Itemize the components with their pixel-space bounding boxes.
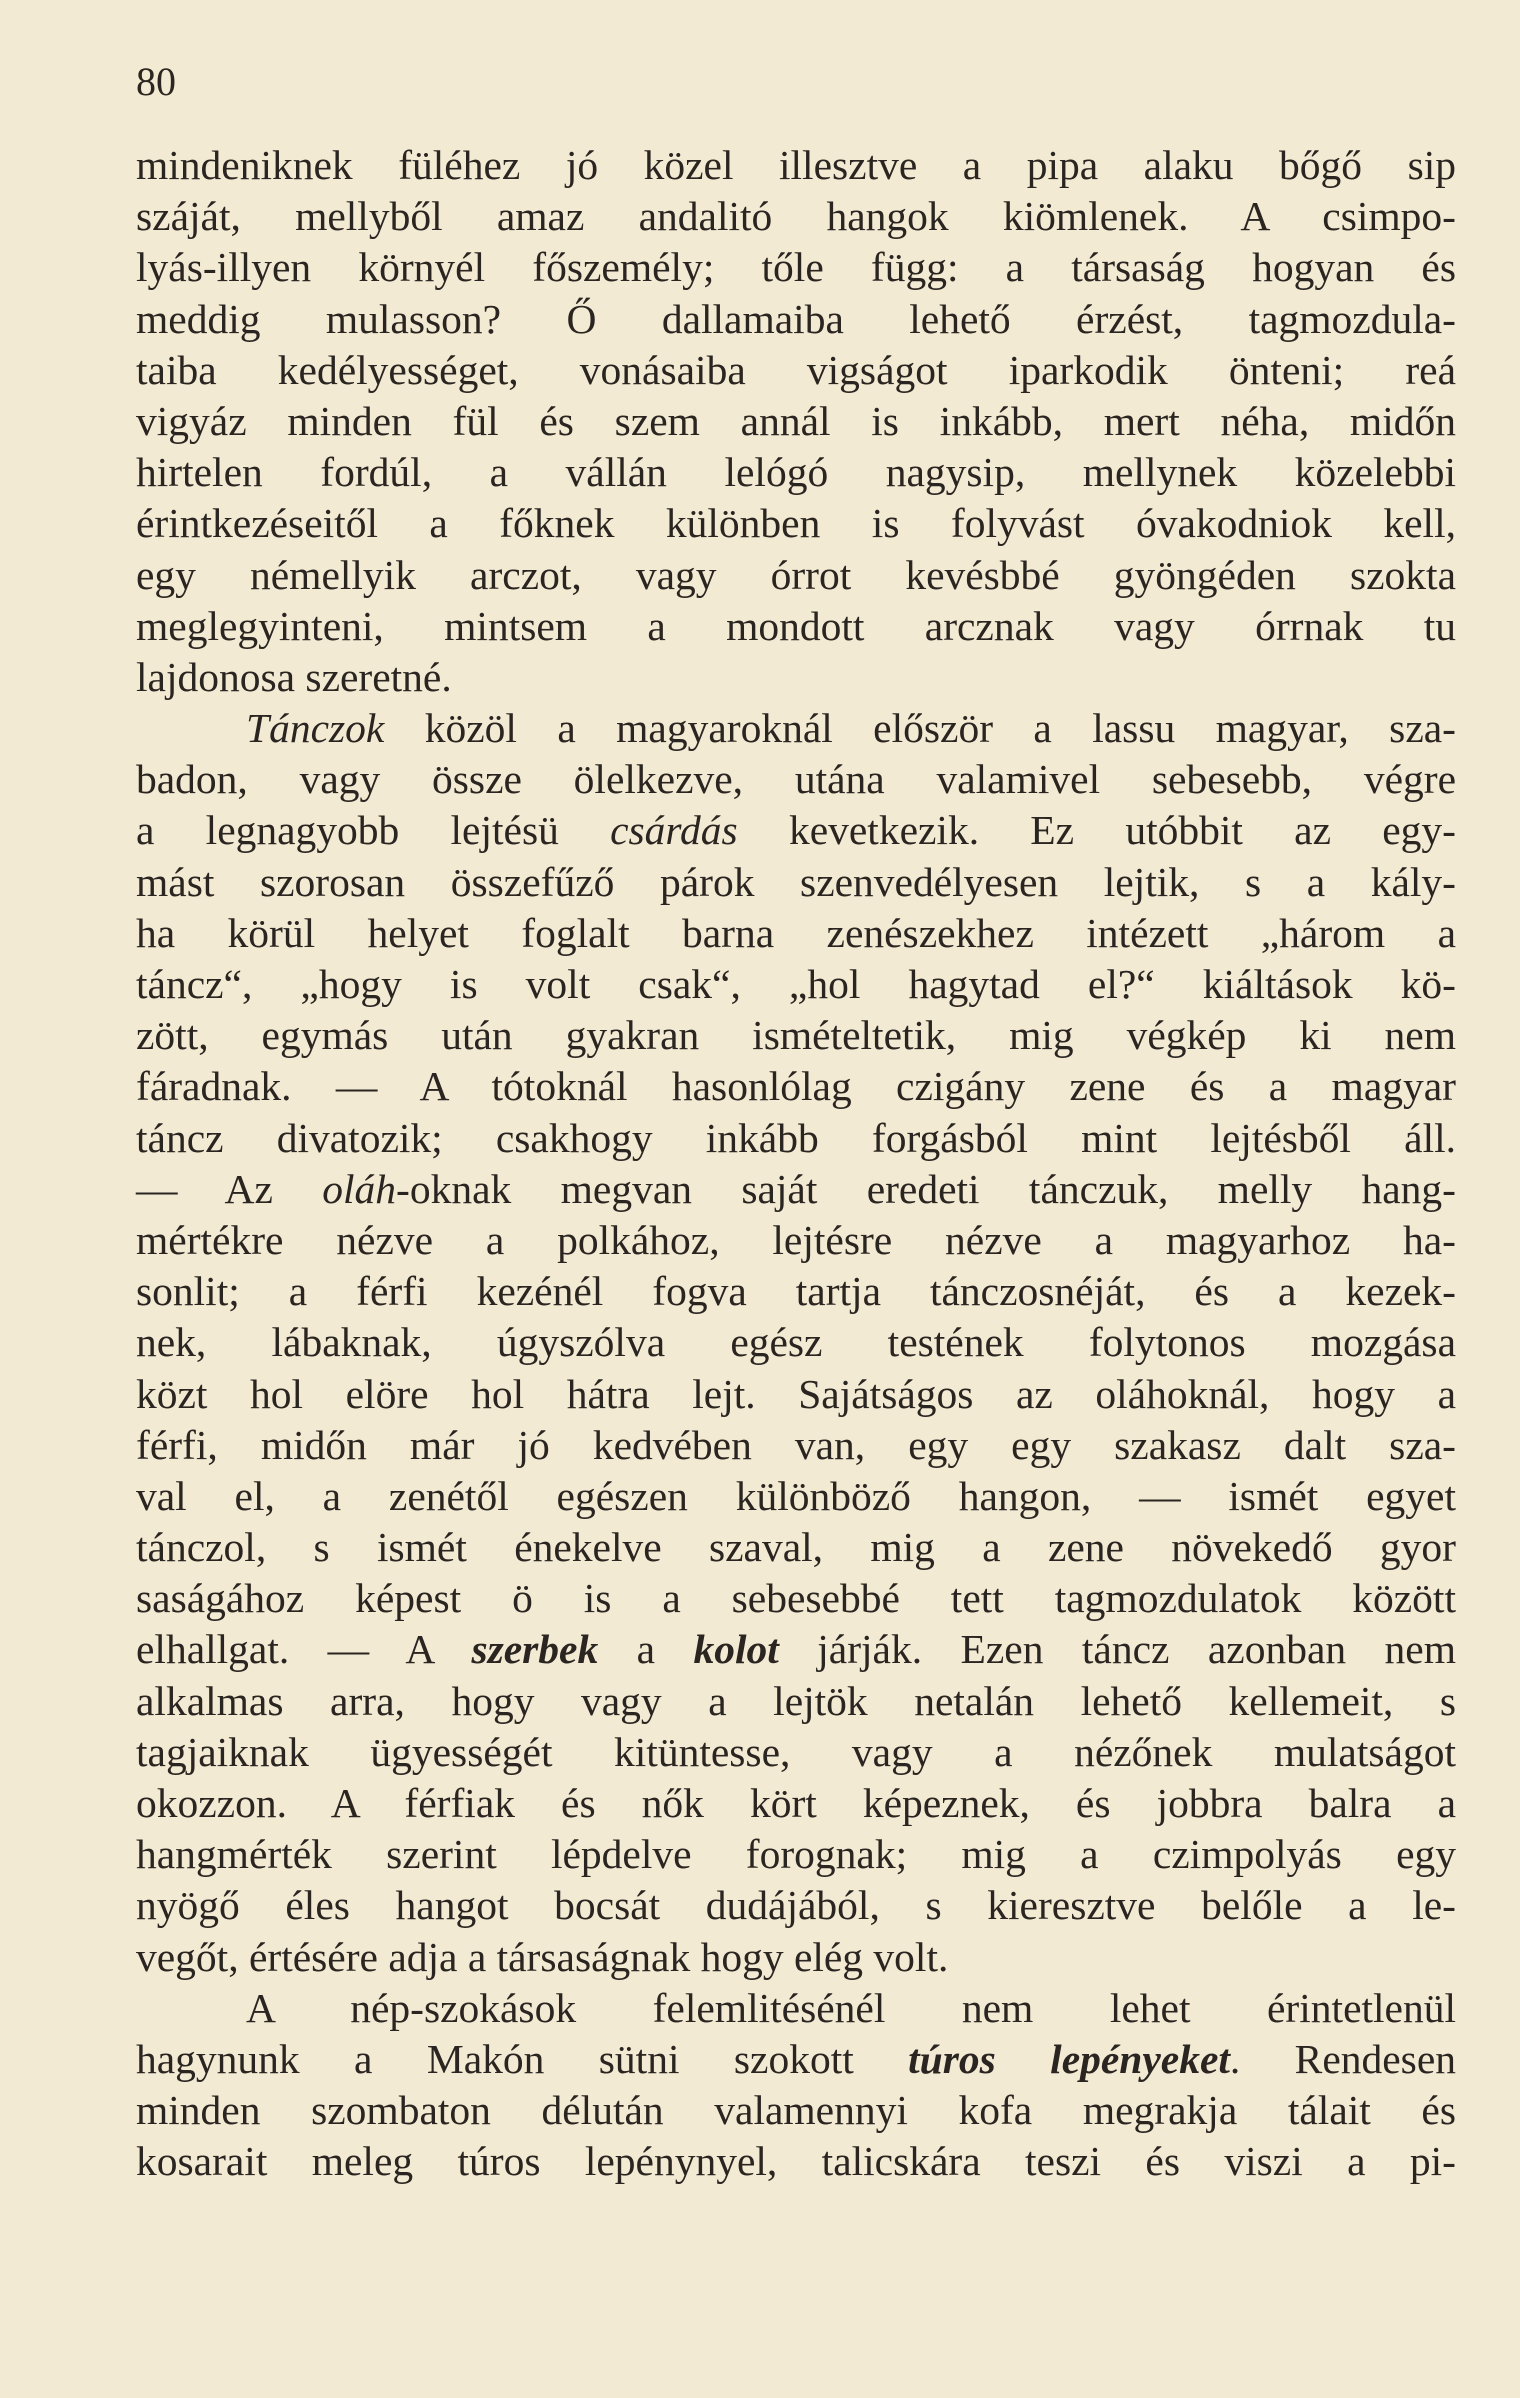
text-line — [136, 396, 1456, 447]
text-line — [136, 1983, 1456, 2034]
text-span: vigyáz minden fül és szem annál is inkább, mert néha, midőn — [136, 397, 1456, 444]
text-line — [136, 242, 1456, 293]
text-line — [136, 1215, 1456, 1266]
text-line — [136, 2136, 1456, 2187]
text-span: mindeniknek füléhez jó közel illesztve a pipa alaku bőgő sip — [136, 142, 1456, 188]
text-span: vegőt, értésére adja a társaságnak hogy elég volt. — [136, 1933, 949, 1980]
page-number: 80 — [136, 59, 176, 104]
text-line — [136, 1676, 1456, 1727]
text-span: val el, a zenétől egészen különböző hangon, — ismét egyet — [136, 1472, 1456, 1519]
text-line — [136, 703, 1456, 754]
text-line — [136, 447, 1456, 498]
text-span: taiba kedélyességet, vonásaiba vigságot iparkodik önteni; reá — [136, 346, 1456, 393]
text-line — [136, 1778, 1456, 1829]
text-span: tagjaiknak ügyességét kitüntesse, vagy a nézőnek mulatságot — [136, 1728, 1456, 1775]
text-span: férfi, midőn már jó kedvében van, egy egy szakasz dalt sza- — [136, 1421, 1456, 1468]
text-span: zött, egymás után gyakran ismételtetik, mig végkép ki nem — [136, 1012, 1456, 1059]
text-span: táncz“, „hogy is volt csak“, „hol hagytad el?“ kiáltások kö- — [136, 961, 1456, 1007]
text-line — [136, 1369, 1456, 1420]
text-span: száját, mellyből amaz andalitó hangok kiömlenek. A csimpo- — [136, 193, 1456, 240]
text-line — [136, 1061, 1456, 1112]
text-span: járják. Ezen táncz azonban nem — [778, 1626, 1457, 1673]
text-line — [136, 652, 1456, 703]
text-line — [136, 345, 1456, 396]
emphasized-text: oláh — [322, 1165, 397, 1212]
text-span: -oknak megvan saját eredeti tánczuk, melly hang- — [396, 1165, 1456, 1212]
text-span: táncz divatozik; csakhogy inkább forgásból mint lejtésből áll. — [136, 1114, 1456, 1161]
text-span: meglegyinteni, mintsem a mondott arcznak vagy órrnak tu — [136, 602, 1456, 649]
text-line — [136, 1829, 1456, 1880]
emphasized-text: szerbek — [471, 1626, 599, 1673]
text-line — [136, 1624, 1456, 1675]
text-line — [136, 908, 1456, 959]
text-span: badon, vagy össze ölelkezve, utána valamivel sebesebb, végre — [136, 756, 1456, 803]
text-line — [136, 857, 1456, 908]
text-span: hangmérték szerint lépdelve forognak; mig a czimpolyás egy — [136, 1831, 1456, 1878]
text-line — [136, 1471, 1456, 1522]
text-line — [136, 1522, 1456, 1573]
text-line — [136, 1010, 1456, 1061]
text-line — [136, 550, 1456, 601]
text-span: kevetkezik. Ez utóbbit az egy- — [737, 807, 1456, 854]
text-span: érintkezéseitől a főknek különben is folyvást óvakodniok kell, — [136, 500, 1456, 547]
text-line — [136, 1164, 1456, 1215]
text-span: mást szorosan összefűző párok szenvedélyesen lejtik, s a kály- — [136, 858, 1456, 905]
text-span: nek, lábaknak, úgyszólva egész testének folytonos mozgása — [136, 1319, 1456, 1366]
text-span: egy némellyik arczot, vagy órrot kevésbbé gyöngéden szokta — [136, 551, 1456, 598]
text-line — [136, 1113, 1456, 1164]
text-line — [136, 2034, 1456, 2085]
text-line — [136, 754, 1456, 805]
text-line — [136, 1727, 1456, 1778]
text-span: a — [598, 1626, 694, 1673]
text-span: lyás-illyen környél főszemély; tőle függ: a társaság hogyan és — [136, 244, 1456, 291]
text-line — [136, 140, 1456, 191]
text-span: mértékre nézve a polkához, lejtésre nézve a magyarhoz ha- — [136, 1216, 1456, 1263]
text-span: okozzon. A férfiak és nők kört képeznek, és jobbra balra a — [136, 1780, 1456, 1826]
text-line — [136, 191, 1456, 242]
text-span: — Az — [136, 1165, 323, 1212]
text-line — [136, 1266, 1456, 1317]
text-span: saságához képest ö is a sebesebbé tett tagmozdulatok között — [136, 1575, 1456, 1622]
text-span: meddig mulasson? Ő dallamaiba lehető érzést, tagmozdula- — [136, 295, 1456, 342]
text-span: . Rendesen — [1229, 2035, 1456, 2082]
text-line — [136, 1317, 1456, 1368]
text-line — [136, 601, 1456, 652]
text-line — [136, 1573, 1456, 1624]
text-span: A nép-szokások felemlitésénél nem lehet érintetlenül — [246, 1984, 1456, 2031]
text-span: hirtelen fordúl, a vállán lelógó nagysip, mellynek közelebbi — [136, 449, 1456, 496]
emphasized-text: túros lepényeket — [908, 2035, 1230, 2082]
text-line — [136, 1932, 1456, 1983]
text-span: a legnagyobb lejtésü — [136, 807, 611, 854]
text-line — [136, 1880, 1456, 1931]
emphasized-text: Tánczok — [246, 705, 385, 752]
text-span: minden szombaton délután valamennyi kofa megrakja tálait és — [136, 2087, 1456, 2134]
text-span: sonlit; a férfi kezénél fogva tartja tánczosnéját, és a kezek- — [136, 1268, 1456, 1315]
text-span: közt hol elöre hol hátra lejt. Sajátságos az oláhoknál, hogy a — [136, 1370, 1456, 1417]
body-text — [136, 140, 1456, 2188]
text-line — [136, 498, 1456, 549]
text-span: hagynunk a Makón sütni szokott — [136, 2035, 909, 2082]
text-line — [136, 2085, 1456, 2136]
text-line — [136, 959, 1456, 1010]
text-line — [136, 805, 1456, 856]
text-span: közöl a magyaroknál először a lassu magyar, sza- — [384, 705, 1456, 752]
text-line — [136, 294, 1456, 345]
text-span: elhallgat. — A — [136, 1626, 472, 1673]
text-span: alkalmas arra, hogy vagy a lejtök netalán lehető kellemeit, s — [136, 1677, 1456, 1724]
emphasized-text: csárdás — [610, 807, 738, 854]
text-span: kosarait meleg túros lepénynyel, talicskára teszi és viszi a pi- — [136, 2138, 1456, 2185]
text-span: tánczol, s ismét énekelve szaval, mig a zene növekedő gyor — [136, 1524, 1456, 1571]
text-span: ha körül helyet foglalt barna zenészekhez intézett „három a — [136, 909, 1456, 956]
emphasized-text: kolot — [693, 1626, 779, 1673]
text-span: lajdonosa szeretné. — [136, 653, 452, 700]
text-span: nyögő éles hangot bocsát dudájából, s kieresztve belőle a le- — [136, 1882, 1456, 1929]
text-span: fáradnak. — A tótoknál hasonlólag czigány zene és a magyar — [136, 1063, 1456, 1110]
text-line — [136, 1420, 1456, 1471]
